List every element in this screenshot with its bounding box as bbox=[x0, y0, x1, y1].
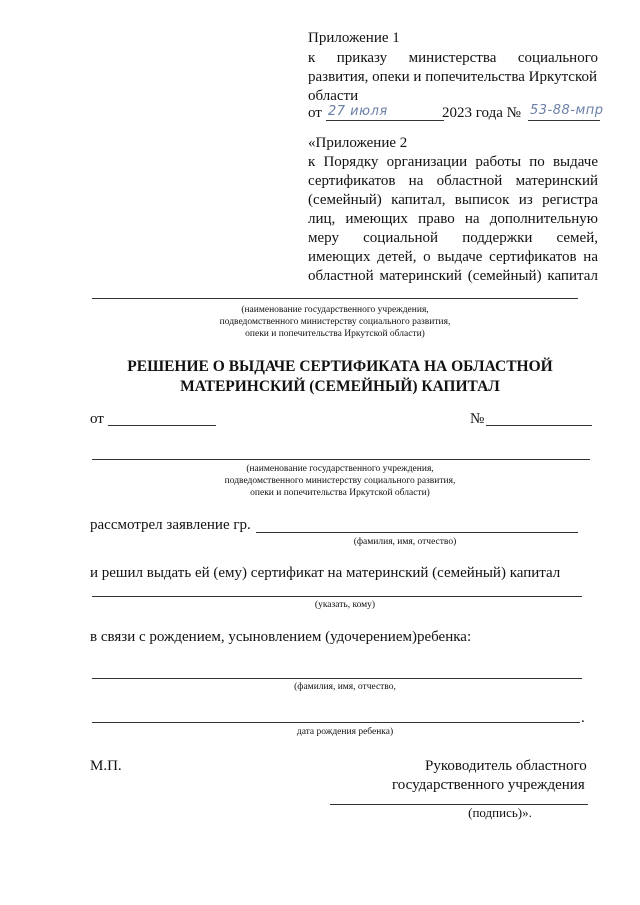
appendix1-title: Приложение 1 bbox=[308, 30, 400, 46]
heading-line1: РЕШЕНИЕ О ВЫДАЧЕ СЕРТИФИКАТА НА ОБЛАСТНОЙ bbox=[127, 358, 553, 375]
appendix1-word: к bbox=[308, 50, 316, 66]
appendix1-word: социального bbox=[517, 50, 598, 66]
appendix2-line: имеющих детей, о выдаче сертификатов на bbox=[308, 249, 598, 265]
number-label: № bbox=[470, 411, 485, 427]
handwritten-number: 53-88-мпр bbox=[530, 103, 604, 118]
caption-line: (наименование государственного учреждения, bbox=[241, 305, 429, 315]
appendix2-line: сертификатов на областной материнский bbox=[308, 173, 598, 189]
appendix2-line: меру социальной поддержки семей, bbox=[308, 230, 598, 246]
date-underline bbox=[326, 120, 444, 121]
head-title-line2: государственного учреждения bbox=[392, 777, 585, 793]
date-prefix: от bbox=[308, 105, 322, 121]
appendix2-line: областной материнский (семейный) капитал bbox=[308, 268, 598, 284]
appendix2-body bbox=[308, 153, 598, 286]
number-field[interactable] bbox=[486, 425, 592, 426]
head-title-line1: Руководитель областного bbox=[425, 758, 587, 774]
handwritten-date: 27 июля bbox=[328, 104, 388, 119]
institution-name-line bbox=[92, 298, 578, 299]
appendix2-line: (семейный) капитал, выписок из регистра bbox=[308, 192, 598, 208]
caption-line: опеки и попечительства Иркутской области) bbox=[245, 329, 425, 339]
appendix2-title: «Приложение 2 bbox=[308, 135, 408, 151]
child-name-caption: (фамилия, имя, отчество, bbox=[294, 682, 396, 692]
institution-caption bbox=[140, 304, 530, 340]
appendix1-line3: области bbox=[308, 88, 359, 104]
trailing-dot: . bbox=[581, 710, 585, 726]
signature-field[interactable] bbox=[330, 804, 588, 805]
appendix2-line: лиц, имеющих право на дополнительную bbox=[308, 211, 598, 227]
caption-line: опеки и попечительства Иркутской области) bbox=[250, 488, 430, 498]
child-name-field[interactable] bbox=[92, 678, 582, 679]
number-underline bbox=[528, 120, 600, 121]
heading-line2: МАТЕРИНСКИЙ (СЕМЕЙНЫЙ) КАПИТАЛ bbox=[180, 378, 500, 395]
stamp-label: М.П. bbox=[90, 758, 122, 774]
appendix1-word: министерства bbox=[408, 50, 497, 66]
appendix1-line1 bbox=[308, 49, 598, 68]
appendix1-date-row bbox=[308, 104, 608, 126]
child-text: в связи с рождением, усыновлением (удочерением)ребенка: bbox=[90, 629, 472, 645]
caption-line: (наименование государственного учреждения, bbox=[246, 464, 434, 474]
appendix1-line2: развития, опеки и попечительства Иркутской bbox=[308, 69, 598, 85]
decision-text: и решил выдать ей (ему) сертификат на материнский (семейный) капитал bbox=[90, 565, 561, 581]
caption-line: подведомственного министерству социального развития, bbox=[219, 317, 451, 327]
appendix2-line: к Порядку организации работы по выдаче bbox=[308, 154, 598, 170]
document-heading bbox=[90, 357, 590, 397]
appendix1-word: приказу bbox=[336, 50, 388, 66]
applicant-name-caption: (фамилия, имя, отчество) bbox=[353, 537, 457, 547]
signature-caption: (подпись)». bbox=[468, 805, 532, 820]
application-text: рассмотрел заявление гр. bbox=[90, 517, 251, 533]
caption-line: подведомственного министерству социального развития, bbox=[224, 476, 456, 486]
institution-caption-2 bbox=[140, 463, 540, 499]
recipient-field[interactable] bbox=[92, 596, 582, 597]
applicant-name-field[interactable] bbox=[256, 532, 578, 533]
child-dob-field[interactable] bbox=[92, 722, 580, 723]
year-text: 2023 года № bbox=[442, 105, 521, 121]
recipient-caption: (указать, кому) bbox=[314, 600, 376, 610]
child-dob-caption: дата рождения ребенка) bbox=[296, 727, 394, 737]
from-label: от bbox=[90, 411, 104, 427]
from-date-field[interactable] bbox=[108, 425, 216, 426]
institution-name-line-2[interactable] bbox=[92, 459, 590, 460]
